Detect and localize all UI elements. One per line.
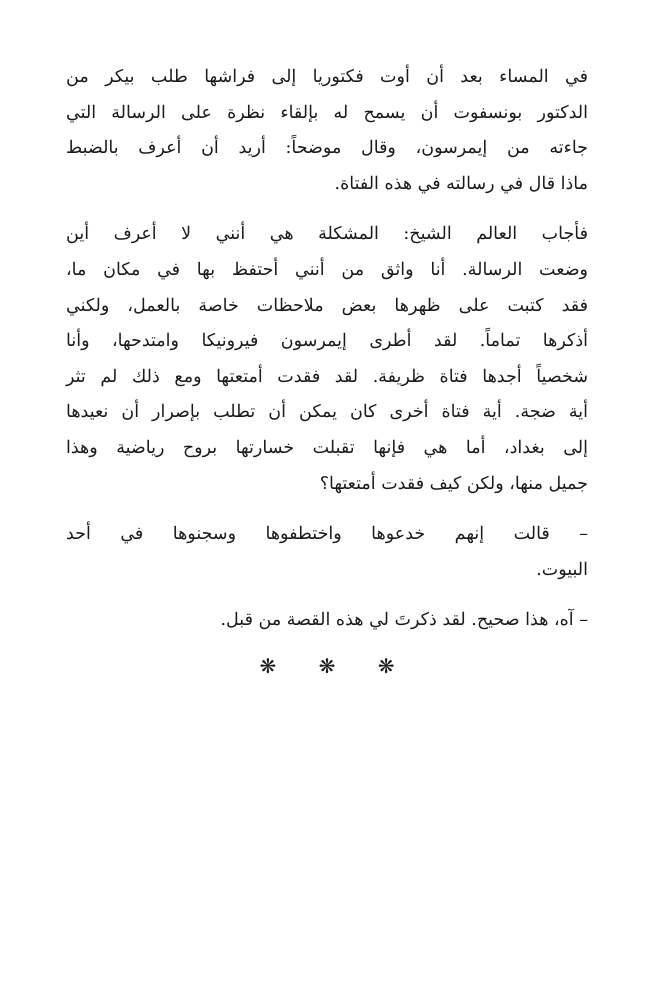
text-line: جميل منها، ولكن كيف فقدت أمتعتها؟ xyxy=(319,473,588,494)
text-line: شخصياً أجدها فتاة ظريفة. لقد فقدت أمتعتها ومع ذلك لم تثر xyxy=(66,366,588,387)
paragraph-1 xyxy=(66,60,588,202)
paragraph-3 xyxy=(66,517,588,588)
section-separator: ❋ ❋ ❋ xyxy=(259,653,413,678)
paragraph-2 xyxy=(66,217,588,502)
text-line: ماذا قال في رسالته في هذه الفتاة. xyxy=(334,173,588,194)
text-line: الدكتور بونسفوت أن يسمح له بإلقاء نظرة على الرسالة التي xyxy=(66,102,588,123)
text-line: فقد كتبت على ظهرها بعض ملاحظات خاصة بالعمل، ولكني xyxy=(66,295,588,316)
paragraph-4 xyxy=(66,603,588,639)
text-line: أية ضجة. أية فتاة أخرى كان يمكن أن تطلب بإصرار أن نعيدها xyxy=(66,402,588,423)
text-line: البيوت. xyxy=(536,559,588,580)
text-line: وضعت الرسالة. أنا واثق من أنني أحتفظ بها في مكان ما، xyxy=(66,259,588,280)
text-line: – آه، هذا صحيح. لقد ذكرتَ لي هذه القصة من قبل. xyxy=(220,610,588,631)
text-line: أذكرها تماماً. لقد أطرى إيمرسون فيرونيكا وامتدحها، وأنا xyxy=(66,331,588,352)
text-line: في المساء بعد أن أوت فكتوريا إلى فراشها طلب بيكر من xyxy=(66,67,588,87)
text-line: فأجاب العالم الشيخ: المشكلة هي أنني لا أعرف أين xyxy=(66,224,588,245)
text-line: – قالت إنهم خدعوها واختطفوها وسجنوها في أحد xyxy=(66,524,588,545)
text-line: جاءته من إيمرسون، وقال موضحاً: أريد أن أعرف بالضبط xyxy=(66,138,588,159)
book-page xyxy=(66,60,588,678)
text-line: إلى بغداد، أما هي فإنها تقبلت خسارتها بروح رياضية وهذا xyxy=(66,437,588,458)
